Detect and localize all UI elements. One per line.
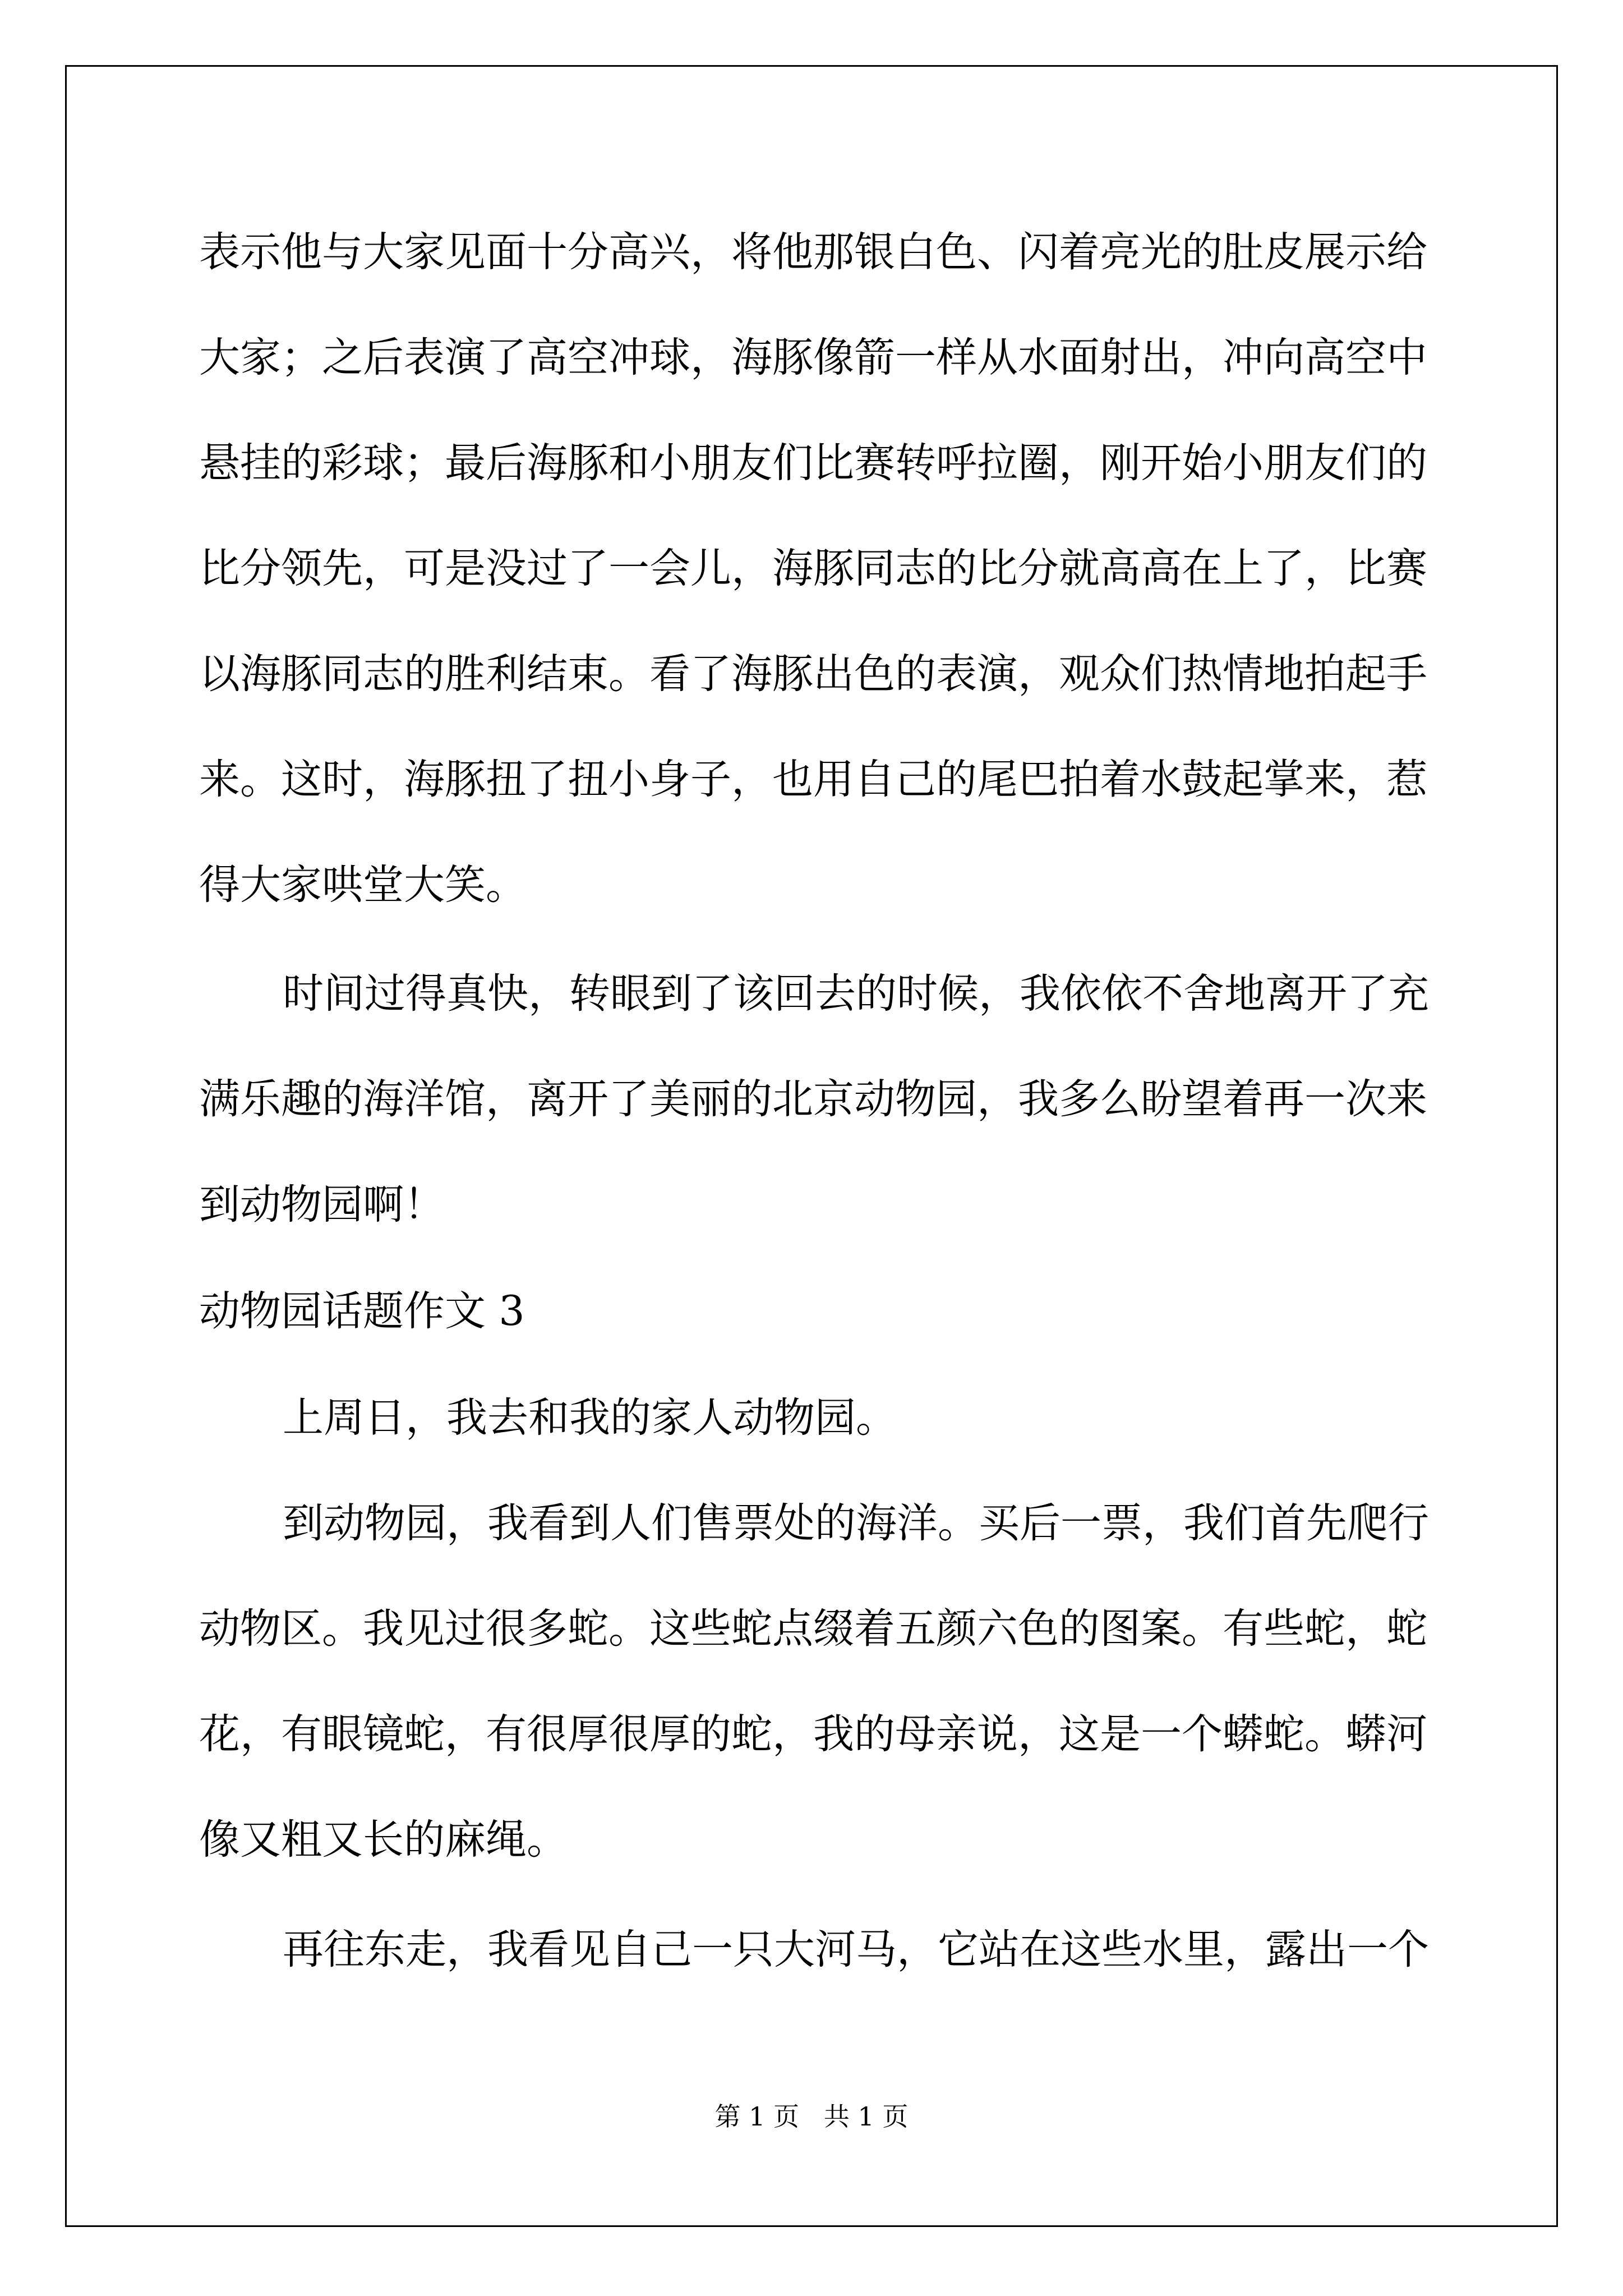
- body-line: 表示他与大家见面十分高兴，将他那银白色、闪着亮光的肚皮展示给: [199, 228, 1427, 276]
- body-line: 满乐趣的海洋馆，离开了美丽的北京动物园，我多么盼望着再一次来: [199, 1075, 1427, 1123]
- body-line: 到动物园啊！: [199, 1181, 445, 1228]
- body-line: 大家；之后表演了高空冲球，海豚像箭一样从水面射出，冲向高空中: [199, 334, 1427, 381]
- section-heading: 动物园话题作文 3: [199, 1287, 525, 1335]
- body-line: 比分领先，可是没过了一会儿，海豚同志的比分就高高在上了，比赛: [199, 545, 1427, 592]
- body-line: 再往东走，我看见自己一只大河马，它站在这些水里，露出一个: [283, 1926, 1429, 1973]
- body-line: 上周日，我去和我的家人动物园。: [283, 1394, 897, 1442]
- body-line: 悬挂的彩球；最后海豚和小朋友们比赛转呼拉圈，刚开始小朋友们的: [199, 439, 1427, 487]
- body-line: 动物区。我见过很多蛇。这些蛇点缀着五颜六色的图案。有些蛇，蛇: [199, 1605, 1427, 1653]
- body-line: 到动物园，我看到人们售票处的海洋。买后一票，我们首先爬行: [283, 1499, 1429, 1547]
- body-line: 时间过得真快，转眼到了该回去的时候，我依依不舍地离开了充: [283, 970, 1429, 1018]
- page-border: [65, 65, 1558, 2227]
- body-line: 花，有眼镜蛇，有很厚很厚的蛇，我的母亲说，这是一个蟒蛇。蟒河: [199, 1710, 1427, 1758]
- body-line: 来。这时，海豚扭了扭小身子，也用自己的尾巴拍着水鼓起掌来，惹: [199, 756, 1427, 803]
- body-line: 以海豚同志的胜利结束。看了海豚出色的表演，观众们热情地拍起手: [199, 650, 1427, 698]
- body-line: 像又粗又长的麻绳。: [199, 1816, 568, 1864]
- body-line: 得大家哄堂大笑。: [199, 861, 527, 909]
- page-footer: 第 1 页 共 1 页: [714, 2101, 909, 2132]
